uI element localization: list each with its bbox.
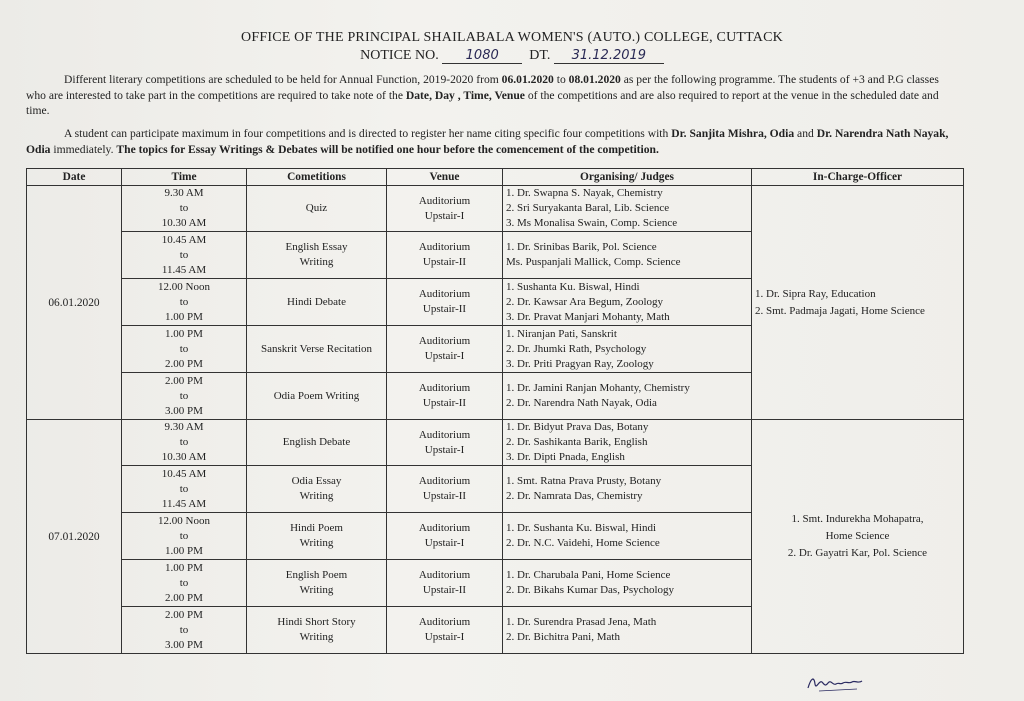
venue-cell-line: Upstair-II <box>422 490 467 502</box>
time-cell-line: to <box>179 529 189 542</box>
table-row <box>27 420 964 466</box>
time-cell-line: to <box>179 482 189 495</box>
time-cell <box>122 607 247 654</box>
competition-cell <box>247 373 387 420</box>
competition-cell-line: Writing <box>299 256 334 268</box>
judges-cell-line: 1. Dr. Srinibas Barik, Pol. Science <box>506 241 657 253</box>
officer-line: 2. Dr. Gayatri Kar, Pol. Science <box>787 547 928 559</box>
time-cell-line: 2.00 PM <box>165 608 203 621</box>
para2-text-c: and <box>794 127 817 140</box>
time-cell-line: 10.45 AM <box>161 233 207 246</box>
venue-cell-line: Auditorium <box>418 382 471 394</box>
venue-cell-line: Auditorium <box>418 616 471 628</box>
judges-cell-line: 2. Dr. Bikahs Kumar Das, Psychology <box>506 584 675 596</box>
time-cell-line: 1.00 PM <box>165 561 203 574</box>
competition-cell-line: Hindi Poem <box>290 522 343 534</box>
judges-cell-line: 2. Dr. N.C. Vaidehi, Home Science <box>506 537 660 549</box>
venue-cell-line: Upstair-II <box>422 584 467 596</box>
venue-cell <box>387 326 503 373</box>
judges-cell-line: 3. Dr. Priti Pragyan Ray, Zoology <box>506 357 654 370</box>
venue-cell-line: Auditorium <box>418 475 471 487</box>
judges-cell-line: 2. Dr. Namrata Das, Chemistry <box>506 490 643 502</box>
time-cell-line: to <box>179 248 189 261</box>
judges-cell <box>503 326 752 373</box>
venue-cell-line: Upstair-I <box>424 537 465 549</box>
schedule-table <box>26 168 964 654</box>
date-cell: 06.01.2020 <box>27 186 122 420</box>
time-cell-line: 12.00 Noon <box>158 280 210 293</box>
time-cell-line: to <box>179 389 189 402</box>
judges-cell <box>503 466 752 513</box>
venue-cell <box>387 186 503 232</box>
time-cell-line: 9.30 AM <box>164 421 204 433</box>
para2-topics-note: The topics for Essay Writings & Debates will be notified one hour before the comencement of the competition. <box>116 142 659 156</box>
officer-line: 1. Smt. Indurekha Mohapatra, <box>791 513 924 525</box>
venue-cell <box>387 279 503 326</box>
competition-cell <box>247 513 387 560</box>
venue-cell-line: Auditorium <box>418 335 471 347</box>
venue-cell-line: Upstair-I <box>424 443 465 456</box>
time-cell-line: 1.00 PM <box>165 310 203 323</box>
time-cell-line: 12.00 Noon <box>158 514 210 527</box>
notice-line <box>0 48 1024 64</box>
competition-cell-line: English Debate <box>282 436 351 448</box>
para1-text-e: as per the following programme. The students of +3 and P.G classes who are interested to take part in the competitions are required to take note of the <box>26 73 939 102</box>
judges-cell-line: 1. Dr. Swapna S. Nayak, Chemistry <box>506 187 663 199</box>
judges-cell-line: 2. Dr. Kawsar Ara Begum, Zoology <box>506 295 664 308</box>
judges-cell-line: 2. Dr. Jhumki Rath, Psychology <box>506 342 647 355</box>
judges-cell-line: 1. Dr. Sushanta Ku. Biswal, Hindi <box>506 522 657 534</box>
competition-cell-line: Hindi Short Story <box>277 616 356 628</box>
competition-cell-line: Writing <box>299 537 334 549</box>
judges-cell <box>503 560 752 607</box>
time-cell-line: to <box>179 342 189 355</box>
competition-cell <box>247 186 387 232</box>
judges-cell-line: 1. Dr. Bidyut Prava Das, Botany <box>506 421 649 433</box>
signature-mark <box>805 672 865 694</box>
judges-cell <box>503 186 752 232</box>
para2-text-a: A student can participate maximum in four competitions and is directed to register her name citing specific four competitions with <box>64 127 672 140</box>
venue-cell <box>387 466 503 513</box>
schedule-body <box>27 186 964 654</box>
competition-cell-line: English Poem <box>285 569 348 581</box>
notice-no-label: NOTICE NO. <box>360 48 439 63</box>
time-cell-line: 9.30 AM <box>164 187 204 199</box>
para1-end-date: 08.01.2020 <box>568 73 621 86</box>
header-competitions: Cometitions <box>247 169 387 186</box>
header-venue: Venue <box>387 169 503 186</box>
registration-paragraph <box>26 126 961 157</box>
date-value: 31.12.2019 <box>554 48 664 64</box>
time-cell-line: to <box>179 576 189 589</box>
time-cell-line: to <box>179 202 189 214</box>
para1-text-a: Different literary competitions are scheduled to be held for Annual Function, 2019-2020 from <box>64 73 502 86</box>
judges-cell <box>503 607 752 654</box>
competition-cell-line: Odia Essay <box>291 475 342 487</box>
venue-cell-line: Upstair-II <box>422 256 467 268</box>
table-header-row <box>27 169 964 186</box>
time-cell-line: 3.00 PM <box>165 404 203 417</box>
officer-line: 2. Smt. Padmaja Jagati, Home Science <box>755 304 925 317</box>
venue-cell <box>387 373 503 420</box>
time-cell-line: to <box>179 436 189 448</box>
competition-cell <box>247 420 387 466</box>
venue-cell-line: Upstair-I <box>424 209 465 222</box>
venue-cell-line: Auditorium <box>418 569 471 581</box>
venue-cell-line: Auditorium <box>418 428 471 441</box>
time-cell <box>122 279 247 326</box>
competition-cell <box>247 560 387 607</box>
competition-cell-line: Odia Poem Writing <box>273 389 360 402</box>
time-cell-line: 2.00 PM <box>165 357 203 370</box>
header-officer: In-Charge-Officer <box>752 169 964 186</box>
venue-cell-line: Upstair-I <box>424 631 465 643</box>
judges-cell-line: 2. Sri Suryakanta Baral, Lib. Science <box>506 202 670 214</box>
competition-cell <box>247 326 387 373</box>
time-cell-line: to <box>179 295 189 308</box>
table-row <box>27 186 964 232</box>
competition-cell <box>247 279 387 326</box>
judges-cell <box>503 373 752 420</box>
competition-cell-line: Writing <box>299 584 334 596</box>
competition-cell-line: Quiz <box>305 202 328 214</box>
venue-cell-line: Auditorium <box>418 241 471 253</box>
header-judges: Organising/ Judges <box>503 169 752 186</box>
time-cell <box>122 560 247 607</box>
competition-cell-line: Writing <box>299 490 334 502</box>
notice-no-value: 1080 <box>442 48 522 64</box>
officer-line: 1. Dr. Sipra Ray, Education <box>755 287 876 300</box>
venue-cell <box>387 560 503 607</box>
para1-bold-fields: Date, Day , Time, Venue <box>405 88 525 102</box>
venue-cell-line: Auditorium <box>418 194 471 207</box>
judges-cell-line: 2. Dr. Sashikanta Barik, English <box>506 436 648 448</box>
judges-cell-line: 1. Dr. Surendra Prasad Jena, Math <box>506 616 657 628</box>
venue-cell-line: Auditorium <box>418 288 471 300</box>
time-cell-line: 1.00 PM <box>165 544 203 557</box>
judges-cell-line: 3. Dr. Dipti Pnada, English <box>506 451 625 463</box>
time-cell-line: 1.00 PM <box>165 327 203 340</box>
para1-start-date: 06.01.2020 <box>501 73 554 86</box>
header-date: Date <box>27 169 122 186</box>
intro-paragraph <box>26 72 961 119</box>
venue-cell <box>387 607 503 654</box>
time-cell-line: 2.00 PM <box>165 374 203 387</box>
competition-cell-line: Writing <box>299 631 334 643</box>
venue-cell <box>387 232 503 279</box>
venue-cell-line: Upstair-II <box>422 397 467 409</box>
competition-cell-line: Hindi Debate <box>287 295 346 308</box>
time-cell-line: 10.30 AM <box>161 451 207 463</box>
venue-cell <box>387 513 503 560</box>
venue-cell <box>387 420 503 466</box>
time-cell <box>122 513 247 560</box>
officer-cell <box>752 186 964 420</box>
para1-text-c: to <box>553 73 569 86</box>
judges-cell-line: 3. Ms Monalisa Swain, Comp. Science <box>506 217 678 229</box>
judges-cell <box>503 232 752 279</box>
venue-cell-line: Auditorium <box>418 522 471 534</box>
judges-cell-line: 1. Dr. Jamini Ranjan Mohanty, Chemistry <box>506 382 690 394</box>
officer-line: Home Science <box>825 530 890 542</box>
time-cell-line: 2.00 PM <box>165 591 203 604</box>
para1-text-g: of the competitions and are also required to report at the venue in the scheduled date and time. <box>26 88 939 117</box>
time-cell-line: 11.45 AM <box>161 263 207 276</box>
time-cell-line: 3.00 PM <box>165 638 203 651</box>
judges-cell-line: Ms. Puspanjali Mallick, Comp. Science <box>506 256 681 268</box>
time-cell <box>122 326 247 373</box>
time-cell <box>122 420 247 466</box>
venue-cell-line: Upstair-I <box>424 350 465 362</box>
time-cell <box>122 373 247 420</box>
date-cell: 07.01.2020 <box>27 420 122 654</box>
judges-cell-line: 1. Sushanta Ku. Biswal, Hindi <box>506 280 640 293</box>
judges-cell-line: 2. Dr. Narendra Nath Nayak, Odia <box>506 397 657 409</box>
time-cell <box>122 466 247 513</box>
date-label: DT. <box>529 48 551 63</box>
time-cell <box>122 232 247 279</box>
time-cell-line: 11.45 AM <box>161 497 207 510</box>
judges-cell <box>503 513 752 560</box>
officer-cell <box>752 420 964 654</box>
judges-cell-line: 2. Dr. Bichitra Pani, Math <box>506 631 620 643</box>
competition-cell <box>247 466 387 513</box>
competition-cell <box>247 232 387 279</box>
header-time: Time <box>122 169 247 186</box>
competition-cell-line: Sanskrit Verse Recitation <box>261 342 372 355</box>
para2-contact-1: Dr. Sanjita Mishra, Odia <box>671 127 795 140</box>
office-title: OFFICE OF THE PRINCIPAL SHAILABALA WOMEN'S (AUTO.) COLLEGE, CUTTACK <box>241 30 783 45</box>
para2-text-e: immediately. <box>50 142 117 156</box>
para2-contact-2: Dr. Narendra Nath Nayak, Odia <box>26 127 949 156</box>
time-cell <box>122 186 247 232</box>
competition-cell-line: English Essay <box>285 241 348 253</box>
competition-cell <box>247 607 387 654</box>
venue-cell-line: Upstair-II <box>422 303 467 315</box>
judges-cell <box>503 279 752 326</box>
time-cell-line: 10.45 AM <box>161 467 207 480</box>
judges-cell-line: 3. Dr. Pravat Manjari Mohanty, Math <box>506 310 670 323</box>
judges-cell-line: 1. Smt. Ratna Prava Prusty, Botany <box>506 475 662 487</box>
judges-cell-line: 1. Dr. Charubala Pani, Home Science <box>506 569 671 581</box>
time-cell-line: 10.30 AM <box>161 217 207 229</box>
time-cell-line: to <box>179 623 189 636</box>
judges-cell <box>503 420 752 466</box>
judges-cell-line: 1. Niranjan Pati, Sanskrit <box>506 327 617 340</box>
